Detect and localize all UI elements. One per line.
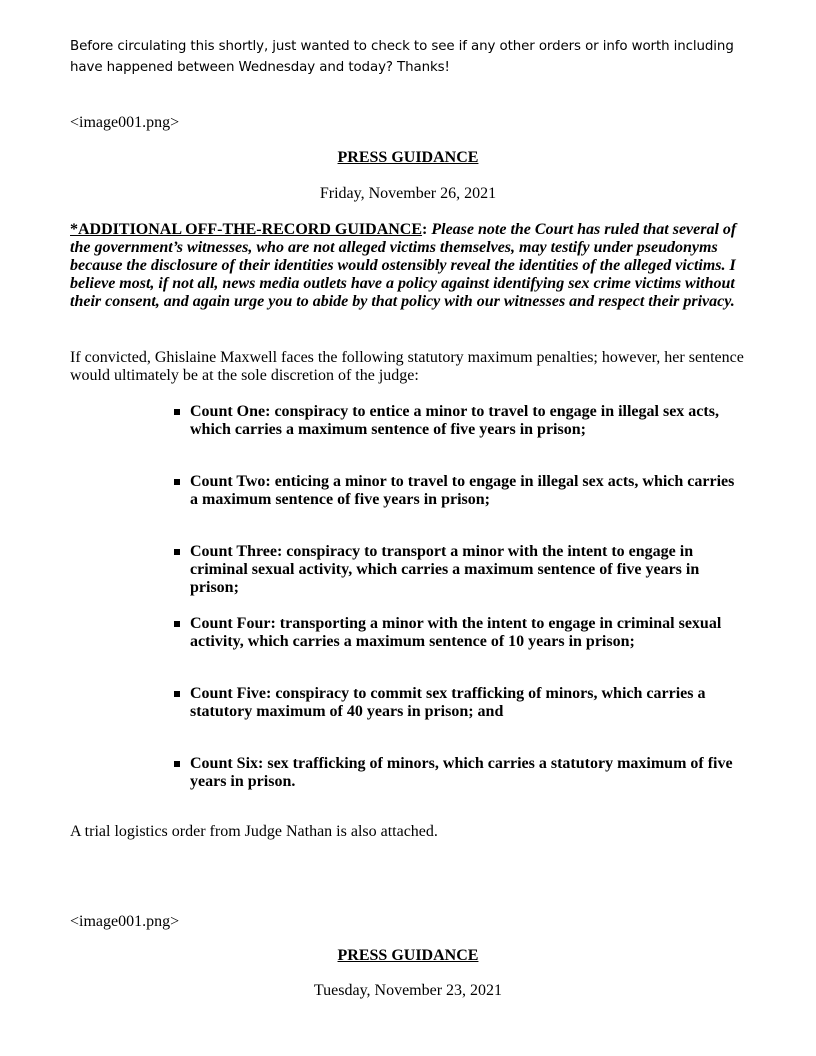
guidance-date-2: Tuesday, November 23, 2021: [313, 982, 503, 999]
bullet-square-icon: [174, 549, 180, 555]
count-item: [174, 755, 744, 791]
off-the-record-guidance: [70, 221, 750, 311]
intro-message: Before circulating this shortly, just wanted to check to see if any other orders or info worth including have happened between Wednesday and today? Thanks!: [70, 39, 734, 75]
bullet-square-icon: [174, 479, 180, 485]
count-text: Count Three: conspiracy to transport a minor with the intent to engage in criminal sexual activity, which carries a maximum sentence of five years in prison;: [190, 543, 700, 596]
press-guidance-heading-1: PRESS GUIDANCE: [337, 149, 479, 166]
penalties-intro: If convicted, Ghislaine Maxwell faces the following statutory maximum penalties; however, her sentence would ultimately be at the sole discretion of the judge:: [70, 349, 744, 384]
count-text: Count Four: transporting a minor with the intent to engage in criminal sexual activity, which carries a maximum sentence of 10 years in prison;: [190, 615, 722, 650]
count-item: [174, 615, 744, 651]
count-item: [174, 685, 744, 721]
image-placeholder-1: <image001.png>: [70, 114, 180, 131]
bullet-square-icon: [174, 621, 180, 627]
count-text: Count Five: conspiracy to commit sex trafficking of minors, which carries a statutory maximum of 40 years in prison; and: [190, 685, 706, 720]
guidance-body: Please note the Court has ruled that several of the government’s witnesses, who are not alleged victims themselves, may testify under pseudonyms because the disclosure of their identities would ostensibly reveal the identities of the alleged victims. I believe most, if not all, news media outlets have a policy against identifying sex crime victims without their consent, and again urge you to abide by that policy with our witnesses and respect their privacy.: [70, 221, 737, 310]
image-placeholder-2: <image001.png>: [70, 913, 180, 930]
count-item: [174, 543, 744, 597]
count-item: [174, 403, 744, 439]
guidance-lead: *ADDITIONAL OFF-THE-RECORD GUIDANCE: [70, 221, 423, 238]
count-text: Count Six: sex trafficking of minors, which carries a statutory maximum of five years in prison.: [190, 755, 733, 790]
bullet-square-icon: [174, 409, 180, 415]
count-text: Count One: conspiracy to entice a minor to travel to engage in illegal sex acts, which carries a maximum sentence of five years in prison;: [190, 403, 719, 438]
guidance-date-1: Friday, November 26, 2021: [319, 185, 497, 202]
bullet-square-icon: [174, 761, 180, 767]
press-guidance-heading-2: PRESS GUIDANCE: [337, 947, 479, 964]
count-text: Count Two: enticing a minor to travel to engage in illegal sex acts, which carries a maximum sentence of five years in prison;: [190, 473, 735, 508]
guidance-colon: :: [422, 221, 428, 238]
bullet-square-icon: [174, 691, 180, 697]
count-item: [174, 473, 744, 509]
logistics-note: A trial logistics order from Judge Nathan is also attached.: [70, 823, 438, 840]
